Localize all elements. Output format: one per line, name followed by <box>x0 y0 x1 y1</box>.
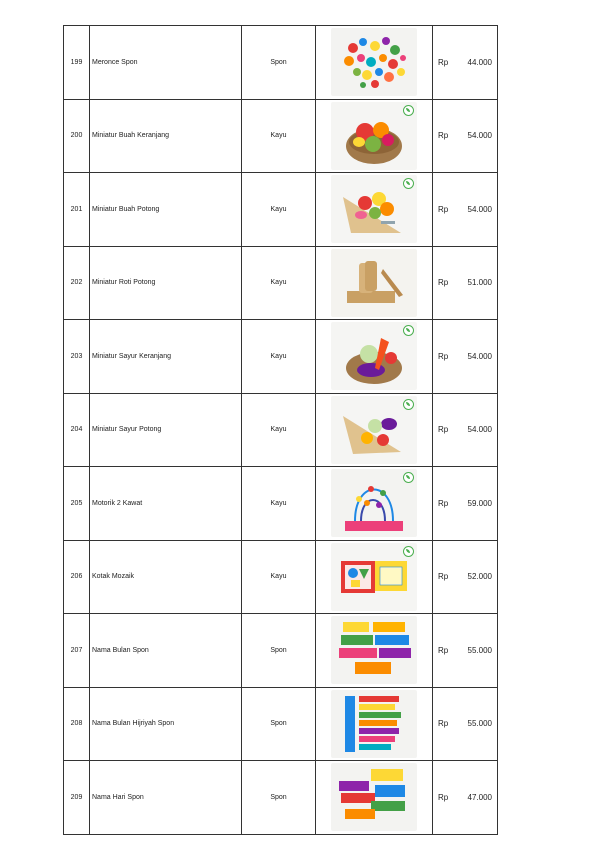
currency-label: Rp <box>438 425 449 435</box>
item-price: 44.000 <box>467 57 492 67</box>
product-photo-day-names-foam <box>331 763 417 831</box>
item-price: 54.000 <box>467 425 492 435</box>
item-number: 209 <box>64 761 90 835</box>
item-price: 55.000 <box>467 645 492 655</box>
item-name: Miniatur Sayur Potong <box>90 393 242 467</box>
item-number: 199 <box>64 26 90 100</box>
table-row <box>64 761 498 835</box>
item-name: Miniatur Sayur Keranjang <box>90 320 242 394</box>
item-price: 47.000 <box>467 792 492 802</box>
item-number: 200 <box>64 99 90 173</box>
currency-label: Rp <box>438 792 449 802</box>
product-sheet <box>63 25 497 835</box>
table-row <box>64 687 498 761</box>
item-material: Spon <box>242 687 316 761</box>
item-number: 207 <box>64 614 90 688</box>
eco-leaf-icon <box>403 105 414 116</box>
item-price: 52.000 <box>467 572 492 582</box>
item-material: Kayu <box>242 467 316 541</box>
item-name: Motorik 2 Kawat <box>90 467 242 541</box>
item-material: Kayu <box>242 246 316 320</box>
item-name: Kotak Mozaik <box>90 540 242 614</box>
item-price: 54.000 <box>467 204 492 214</box>
item-number: 206 <box>64 540 90 614</box>
currency-label: Rp <box>438 57 449 67</box>
item-material: Kayu <box>242 320 316 394</box>
item-name: Nama Hari Spon <box>90 761 242 835</box>
table-row <box>64 99 498 173</box>
product-photo-foam-beads <box>331 28 417 96</box>
product-photo-month-foam <box>331 616 417 684</box>
item-number: 202 <box>64 246 90 320</box>
currency-label: Rp <box>438 278 449 288</box>
item-number: 204 <box>64 393 90 467</box>
item-name: Meronce Spon <box>90 26 242 100</box>
item-material: Kayu <box>242 99 316 173</box>
table-row <box>64 246 498 320</box>
item-number: 203 <box>64 320 90 394</box>
currency-label: Rp <box>438 498 449 508</box>
currency-label: Rp <box>438 131 449 141</box>
product-photo-hijri-months-foam <box>331 690 417 758</box>
currency-label: Rp <box>438 645 449 655</box>
item-price: 54.000 <box>467 131 492 141</box>
table-row <box>64 173 498 247</box>
product-photo-fruit-basket <box>331 102 417 170</box>
product-photo-mosaic-box <box>331 543 417 611</box>
item-price: 59.000 <box>467 498 492 508</box>
currency-label: Rp <box>438 572 449 582</box>
currency-label: Rp <box>438 204 449 214</box>
item-material: Spon <box>242 761 316 835</box>
item-number: 205 <box>64 467 90 541</box>
currency-label: Rp <box>438 351 449 361</box>
item-material: Kayu <box>242 540 316 614</box>
item-name: Nama Bulan Spon <box>90 614 242 688</box>
product-table <box>63 25 498 835</box>
table-row <box>64 320 498 394</box>
table-row <box>64 614 498 688</box>
item-price: 55.000 <box>467 719 492 729</box>
eco-leaf-icon <box>403 546 414 557</box>
item-material: Kayu <box>242 393 316 467</box>
item-name: Miniatur Buah Potong <box>90 173 242 247</box>
table-row <box>64 393 498 467</box>
table-row <box>64 467 498 541</box>
item-number: 208 <box>64 687 90 761</box>
product-photo-bread-cutting <box>331 249 417 317</box>
product-photo-vegetable-basket <box>331 322 417 390</box>
table-row <box>64 540 498 614</box>
table-row <box>64 26 498 100</box>
item-name: Miniatur Buah Keranjang <box>90 99 242 173</box>
item-number: 201 <box>64 173 90 247</box>
item-price: 51.000 <box>467 278 492 288</box>
item-price: 54.000 <box>467 351 492 361</box>
item-material: Spon <box>242 614 316 688</box>
item-material: Kayu <box>242 173 316 247</box>
item-name: Miniatur Roti Potong <box>90 246 242 320</box>
product-photo-cut-fruit <box>331 175 417 243</box>
item-name: Nama Bulan Hijriyah Spon <box>90 687 242 761</box>
product-photo-bead-maze <box>331 469 417 537</box>
eco-leaf-icon <box>403 399 414 410</box>
item-material: Spon <box>242 26 316 100</box>
product-photo-cut-vegetables <box>331 396 417 464</box>
currency-label: Rp <box>438 719 449 729</box>
